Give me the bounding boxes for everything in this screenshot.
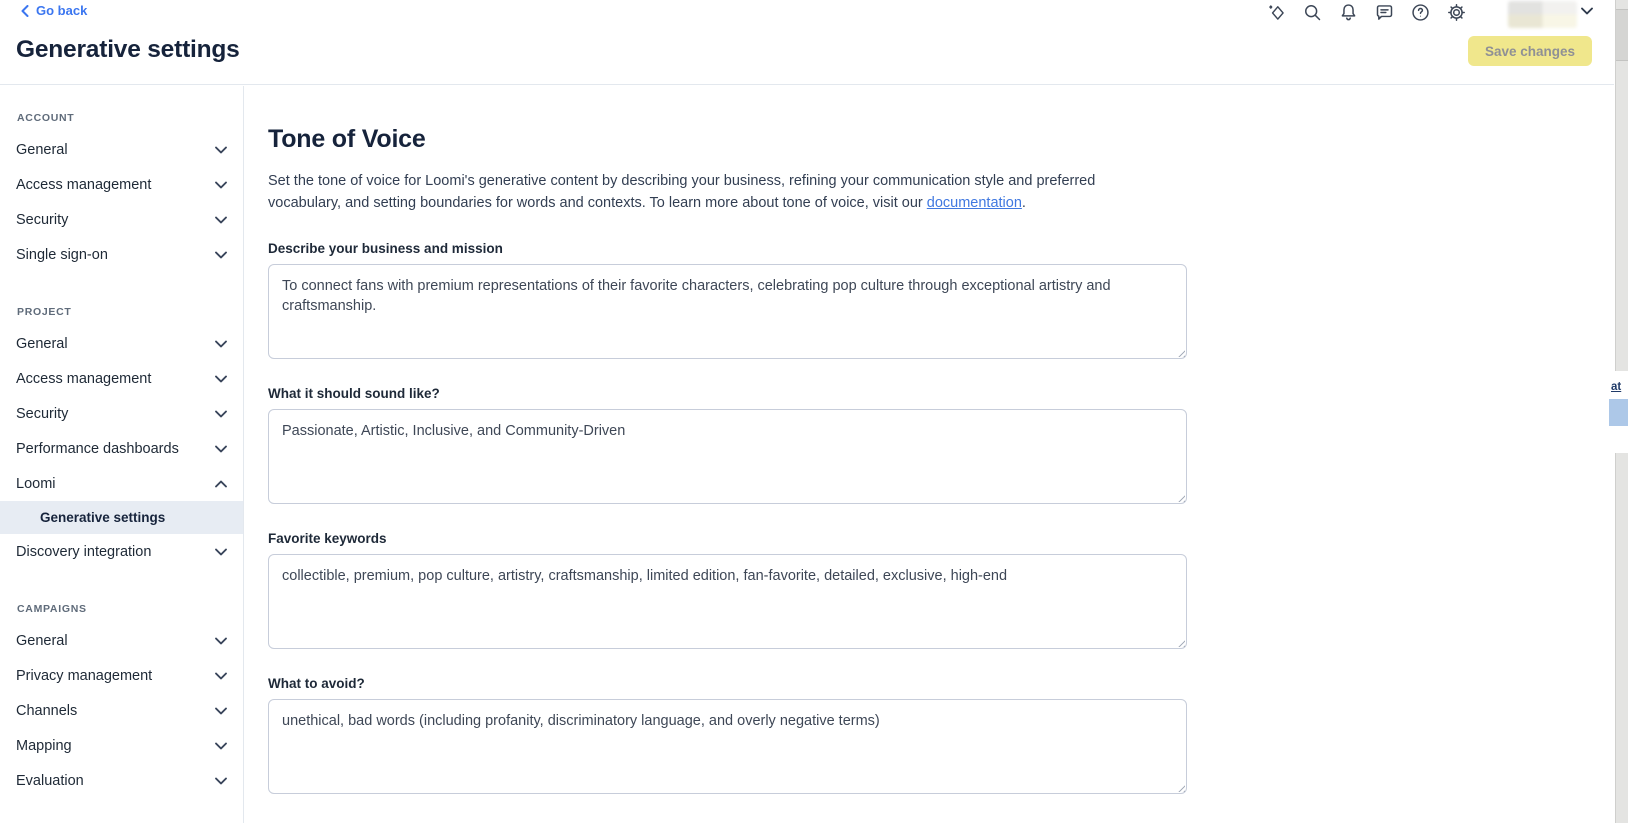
background-window-fragment xyxy=(1609,371,1628,453)
sidebar-item-loomi[interactable]: Loomi xyxy=(0,466,243,501)
background-link-fragment: at xyxy=(1611,381,1622,393)
sound-like-field xyxy=(268,409,1187,504)
chevron-down-icon xyxy=(214,546,228,558)
sidebar-item-account-access-management[interactable]: Access management xyxy=(0,167,243,202)
business-mission-field xyxy=(268,264,1187,359)
chevron-down-icon xyxy=(214,670,228,682)
sidebar-section-campaigns xyxy=(0,603,243,798)
main-content xyxy=(244,86,1444,823)
favorite-keywords-field xyxy=(268,554,1187,649)
sidebar-item-account-security[interactable]: Security xyxy=(0,202,243,237)
chevron-down-icon xyxy=(214,635,228,647)
section-label-campaigns: CAMPAIGNS xyxy=(17,603,87,615)
business-mission-textarea[interactable] xyxy=(268,264,1187,359)
chevron-down-icon xyxy=(214,443,228,455)
page-header xyxy=(0,0,1614,85)
settings-gear-icon[interactable] xyxy=(1445,1,1467,23)
chevron-down-icon xyxy=(214,249,228,261)
help-icon[interactable] xyxy=(1409,1,1431,23)
messages-icon[interactable] xyxy=(1373,1,1395,23)
go-back-label: Go back xyxy=(36,3,88,18)
go-back-link[interactable] xyxy=(21,3,87,18)
business-mission-label: Describe your business and mission xyxy=(268,241,503,256)
save-changes-button[interactable]: Save changes xyxy=(1468,36,1592,66)
section-description: Set the tone of voice for Loomi's generative content by describing your business, refining your communication style and preferred vocabulary, and setting boundaries for words and contexts. To learn more about tone of voice, visit our documentation. xyxy=(268,173,1096,211)
sidebar-item-privacy-management[interactable]: Privacy management xyxy=(0,658,243,693)
sidebar-item-channels[interactable]: Channels xyxy=(0,693,243,728)
chevron-down-icon xyxy=(214,705,228,717)
section-label-project: PROJECT xyxy=(17,306,72,318)
sidebar-item-evaluation[interactable]: Evaluation xyxy=(0,763,243,798)
chevron-up-icon xyxy=(214,478,228,490)
settings-sidebar xyxy=(0,86,244,823)
sidebar-item-mapping[interactable]: Mapping xyxy=(0,728,243,763)
chevron-down-icon xyxy=(214,144,228,156)
header-icon-bar xyxy=(1265,1,1467,23)
chevron-down-icon xyxy=(214,740,228,752)
documentation-link[interactable]: documentation xyxy=(926,194,1022,211)
sidebar-item-project-security[interactable]: Security xyxy=(0,396,243,431)
avatar[interactable] xyxy=(1508,1,1577,28)
what-to-avoid-field xyxy=(268,699,1187,794)
sound-like-label: What it should sound like? xyxy=(268,386,440,401)
sidebar-section-project xyxy=(0,306,243,569)
what-to-avoid-textarea[interactable] xyxy=(268,699,1187,794)
notifications-bell-icon[interactable] xyxy=(1337,1,1359,23)
page-title: Generative settings xyxy=(16,36,240,63)
section-label-account: ACCOUNT xyxy=(17,112,75,124)
section-heading: Tone of Voice xyxy=(268,125,426,153)
sidebar-item-project-general[interactable]: General xyxy=(0,326,243,361)
chevron-down-icon xyxy=(214,373,228,385)
chevron-down-icon xyxy=(214,338,228,350)
chevron-left-icon xyxy=(21,5,29,17)
sidebar-item-discovery-integration[interactable]: Discovery integration xyxy=(0,534,243,569)
favorite-keywords-label: Favorite keywords xyxy=(268,531,387,546)
sidebar-item-single-sign-on[interactable]: Single sign-on xyxy=(0,237,243,272)
sidebar-item-project-access-management[interactable]: Access management xyxy=(0,361,243,396)
search-icon[interactable] xyxy=(1301,1,1323,23)
sound-like-textarea[interactable] xyxy=(268,409,1187,504)
account-chevron-down-icon[interactable] xyxy=(1580,5,1594,17)
chevron-down-icon xyxy=(214,775,228,787)
ai-sparkle-icon[interactable] xyxy=(1265,1,1287,23)
sidebar-item-campaigns-general[interactable]: General xyxy=(0,623,243,658)
chevron-down-icon xyxy=(214,214,228,226)
background-selection-fragment xyxy=(1609,399,1628,426)
background-window-scrollbar xyxy=(1616,9,1628,61)
sidebar-item-generative-settings-selected[interactable]: Generative settings xyxy=(0,501,243,534)
background-window-strip xyxy=(1611,0,1628,823)
favorite-keywords-textarea[interactable] xyxy=(268,554,1187,649)
chevron-down-icon xyxy=(214,408,228,420)
chevron-down-icon xyxy=(214,179,228,191)
what-to-avoid-label: What to avoid? xyxy=(268,676,365,691)
sidebar-item-account-general[interactable]: General xyxy=(0,132,243,167)
sidebar-item-performance-dashboards[interactable]: Performance dashboards xyxy=(0,431,243,466)
sidebar-section-account xyxy=(0,112,243,272)
